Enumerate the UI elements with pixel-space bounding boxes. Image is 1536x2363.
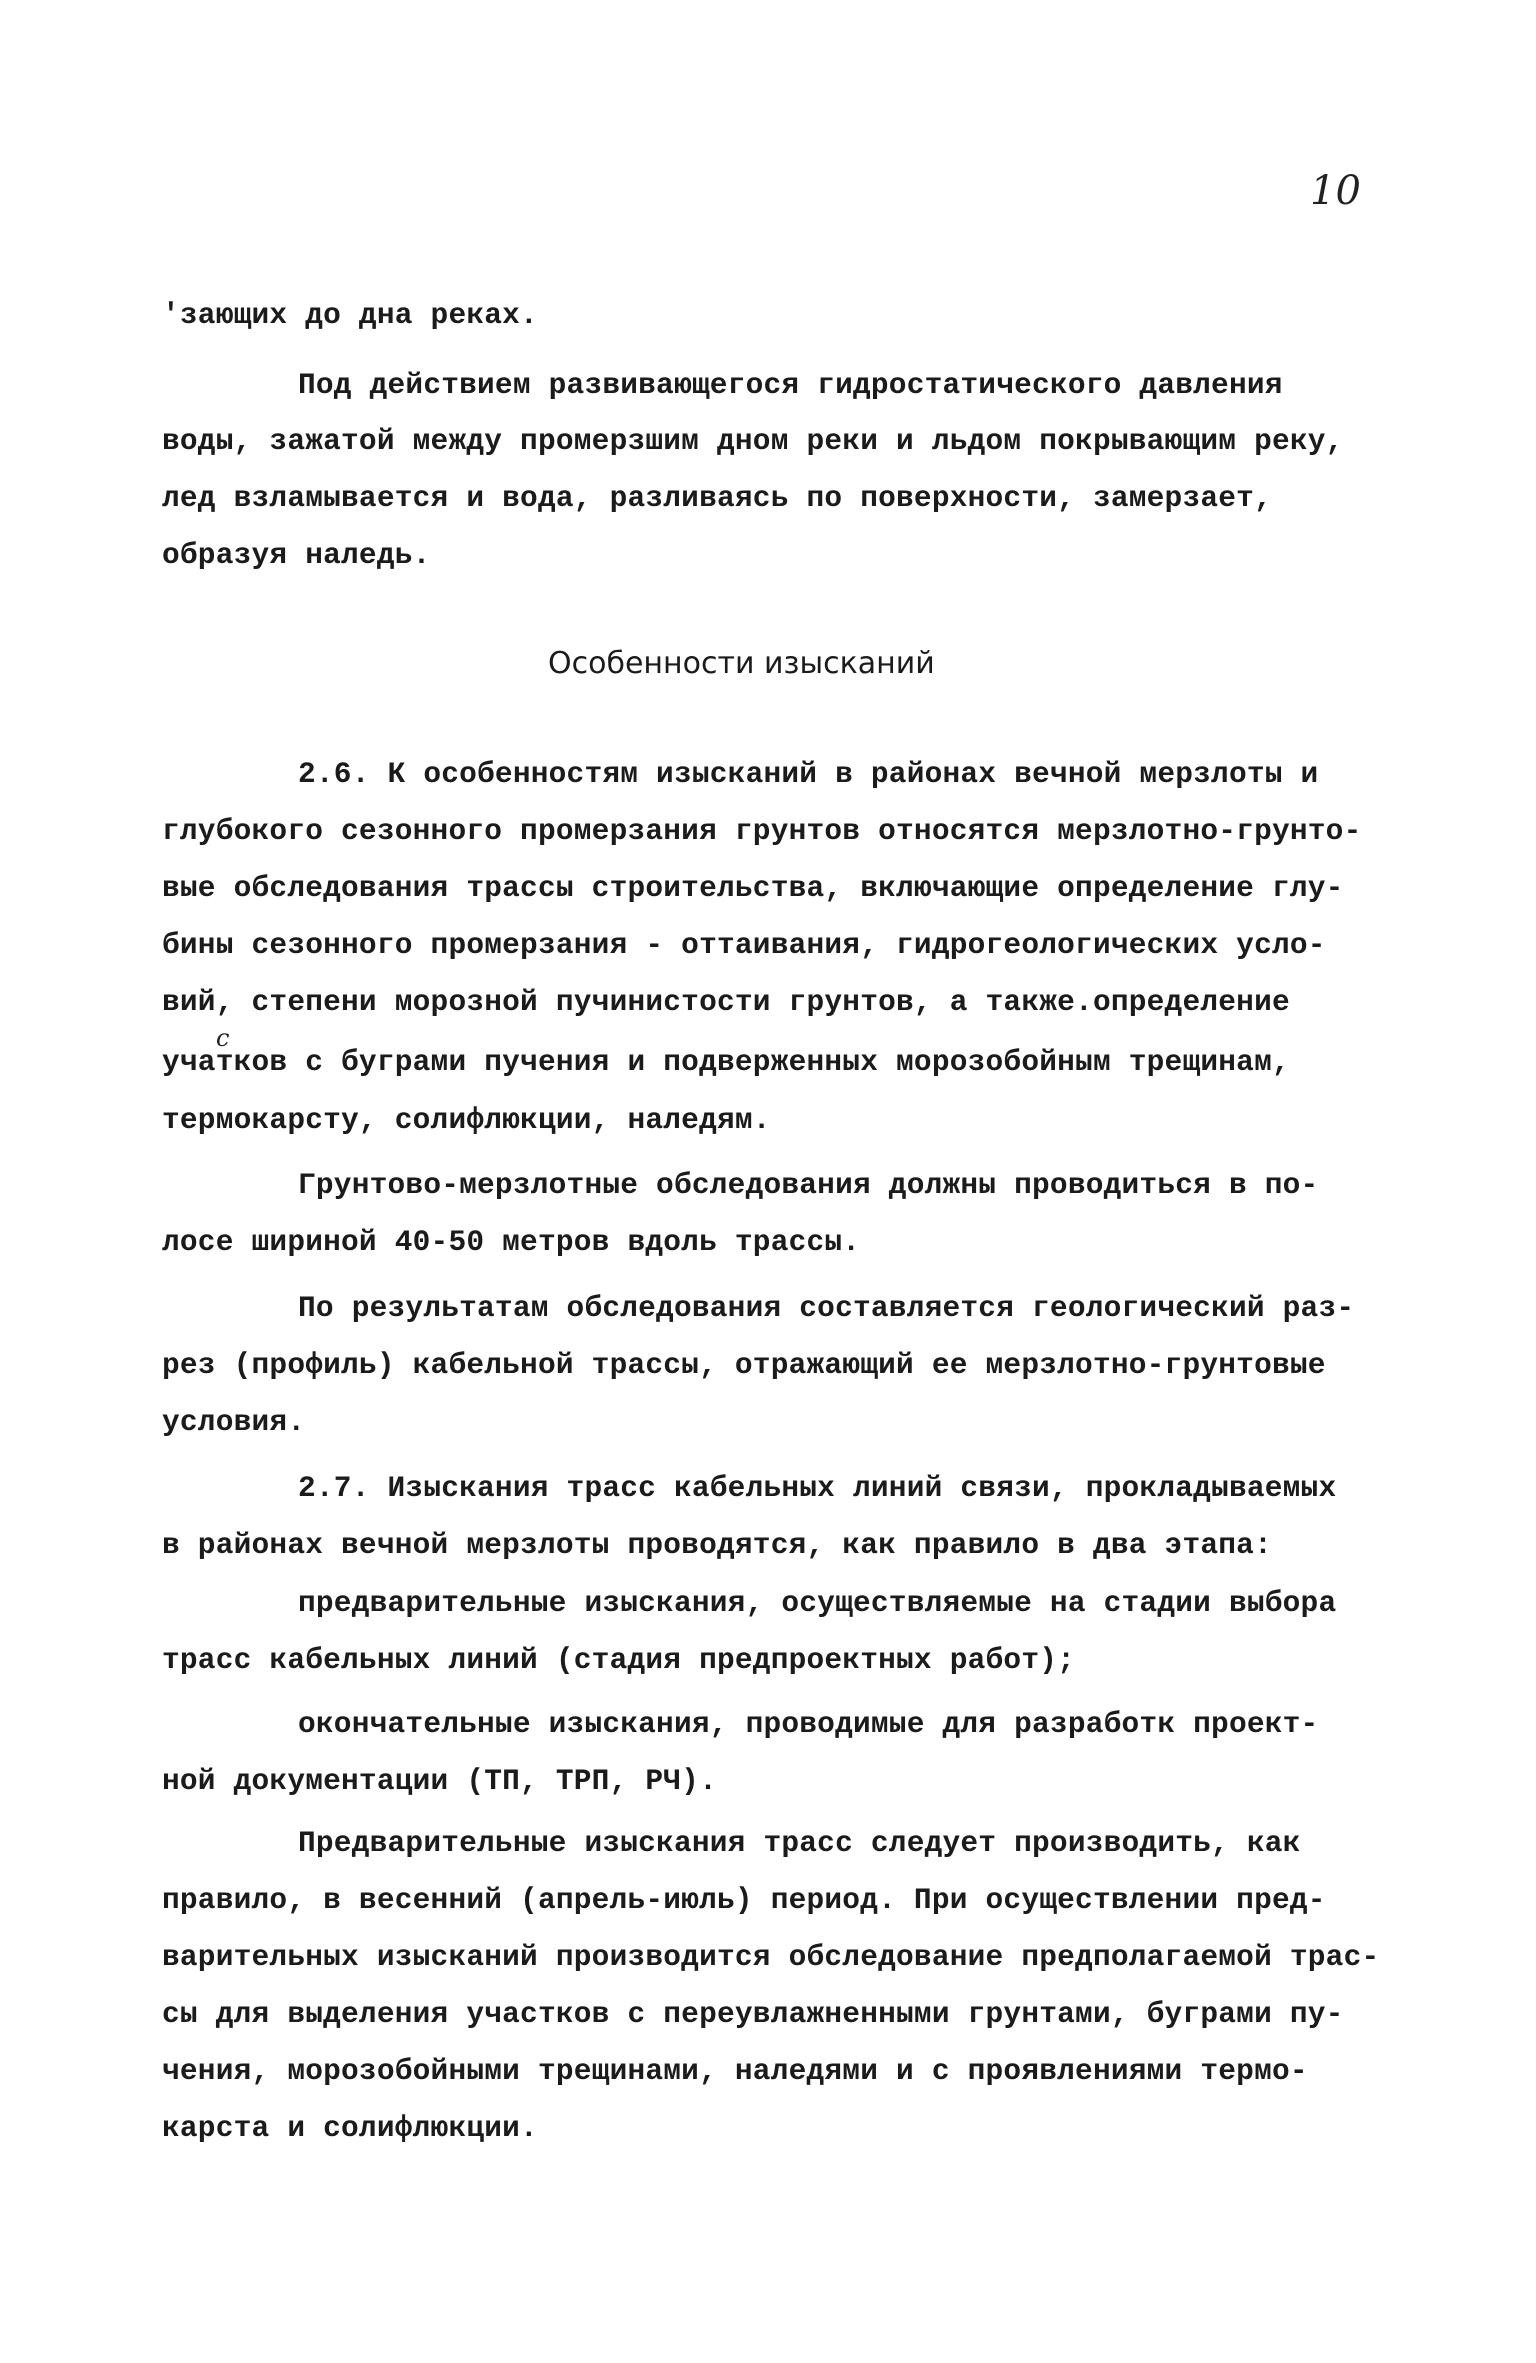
text-line: 2.7. Изыскания трасс кабельных линий связи, прокладываемых (298, 1471, 1337, 1505)
text-line: По результатам обследования составляется геологический раз- (298, 1291, 1355, 1325)
text-line: воды, зажатой между промерзшим дном реки и льдом покрывающим реку, (162, 424, 1344, 458)
text-line: учатков с буграми пучения и подверженных морозобойным трещинам, (162, 1045, 1290, 1079)
section-heading: Особенности изысканий (548, 646, 935, 681)
text-line: рез (профиль) кабельной трассы, отражающий ее мерзлотно-грунтовые (162, 1348, 1326, 1382)
text-line: предварительные изыскания, осуществляемые на стадии выбора (298, 1586, 1337, 1620)
text-line: варительных изысканий производится обследование предполагаемой трас- (162, 1940, 1380, 1974)
text-line: ной документации (ТП, ТРП, РЧ). (162, 1764, 717, 1798)
text-line: трасс кабельных линий (стадия предпроектных работ); (162, 1643, 1076, 1677)
text-line: сы для выделения участков с переувлажненными грунтами, буграми пу- (162, 1997, 1344, 2031)
text-line: Под действием развивающегося гидростатического давления (298, 368, 1283, 402)
text-line: карста и солифлюкции. (162, 2111, 538, 2145)
text-line: окончательные изыскания, проводимые для разработк проект- (298, 1707, 1319, 1741)
text-line: правило, в весенний (апрель-июль) период. При осуществлении пред- (162, 1883, 1326, 1917)
text-line: Предварительные изыскания трасс следует производить, как (298, 1826, 1301, 1860)
text-line: бины сезонного промерзания - оттаивания, гидрогеологических усло- (162, 928, 1326, 962)
text-line: образуя наледь. (162, 538, 431, 572)
text-line: вий, степени морозной пучинистости грунтов, а также.определение (162, 985, 1290, 1019)
page-number: 10 (1310, 168, 1361, 214)
text-line: в районах вечной мерзлоты проводятся, как правило в два этапа: (162, 1528, 1272, 1562)
text-line: 2.6. К особенностям изысканий в районах вечной мерзлоты и (298, 757, 1319, 791)
text-line: Грунтово-мерзлотные обследования должны проводиться в по- (298, 1168, 1319, 1202)
text-line: 'зающих до дна реках. (162, 298, 538, 332)
text-line: термокарсту, солифлюкции, наледям. (162, 1103, 771, 1137)
text-line: чения, морозобойными трещинами, наледями и с проявлениями термо- (162, 2054, 1308, 2088)
handwritten-correction: с (216, 1024, 230, 1052)
text-line: лосе шириной 40-50 метров вдоль трассы. (162, 1225, 861, 1259)
text-line: лед взламывается и вода, разливаясь по поверхности, замерзает, (162, 481, 1272, 515)
text-line: глубокого сезонного промерзания грунтов относятся мерзлотно-грунто- (162, 814, 1362, 848)
text-line: вые обследования трассы строительства, включающие определение глу- (162, 871, 1344, 905)
text-line: условия. (162, 1405, 306, 1439)
